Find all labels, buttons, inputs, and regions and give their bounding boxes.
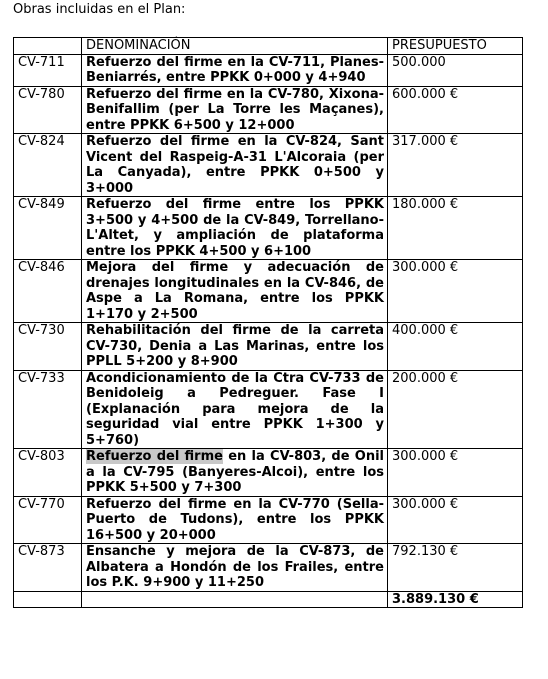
budget-amount: 300.000 € xyxy=(388,260,523,323)
road-code: CV-770 xyxy=(14,496,82,544)
description-text: Refuerzo del firme en la CV-780, Xixona-Benifallim (per La Torre les Maçanes), entre PPKK 6+500 y 12+000 xyxy=(86,86,384,133)
header-code xyxy=(14,38,82,55)
budget-amount: 317.000 € xyxy=(388,134,523,197)
table-row xyxy=(14,323,523,371)
budget-amount: 300.000 € xyxy=(388,496,523,544)
road-code: CV-849 xyxy=(14,197,82,260)
description-text: Mejora del firme y adecuación de drenajes longitudinales en la CV-846, de Aspe a La Romana, entre los PPKK 1+170 y 2+500 xyxy=(86,260,384,322)
empty-cell xyxy=(82,591,388,608)
table-row xyxy=(14,449,523,497)
description-text: Rehabilitación del firme de la carreta CV-730, Denia a Las Marinas, entre los PPLL 5+200 y 8+900 xyxy=(86,323,384,369)
description-text: Refuerzo del firme en la CV-770 (Sella-Puerto de Tudons), entre los PPKK 16+500 y 20+000 xyxy=(86,496,384,543)
table-header-row xyxy=(14,38,523,55)
highlighted-text: Refuerzo del firme xyxy=(86,449,223,464)
budget-amount: 500.000 xyxy=(388,54,523,86)
description-text: Refuerzo del firme en la CV-824, Sant Vicent del Raspeig-A-31 L'Alcoraia (per La Canyada), entre PPKK 0+500 y 3+000 xyxy=(86,134,384,196)
description-text: Refuerzo del firme entre los PPKK 3+500 y 4+500 de la CV-849, Torrellano-L'Altet, y ampliación de plataforma entre los PPKK 4+500 y 6+100 xyxy=(86,197,384,259)
description-text: Acondicionamiento de la Ctra CV-733 de Benidoleig a Pedreguer. Fase I (Explanación para mejora de la seguridad vial entre PPKK 1+300 y 5+760) xyxy=(86,370,384,448)
road-code: CV-824 xyxy=(14,134,82,197)
total-row xyxy=(14,591,523,608)
road-code: CV-803 xyxy=(14,449,82,497)
work-description xyxy=(82,370,388,449)
empty-cell xyxy=(14,591,82,608)
table-row xyxy=(14,496,523,544)
road-code: CV-873 xyxy=(14,544,82,592)
budget-amount: 200.000 € xyxy=(388,370,523,449)
table-row xyxy=(14,86,523,134)
budget-amount: 180.000 € xyxy=(388,197,523,260)
work-description xyxy=(82,134,388,197)
road-code: CV-711 xyxy=(14,54,82,86)
table-row xyxy=(14,260,523,323)
work-description xyxy=(82,449,388,497)
description-text: Refuerzo del firme en la CV-711, Planes-Beniarrés, entre PPKK 0+000 y 4+940 xyxy=(86,54,384,85)
table-row xyxy=(14,54,523,86)
table-row xyxy=(14,197,523,260)
intro-text: Obras incluidas en el Plan: xyxy=(13,2,186,17)
description-text: en la CV-803, de Onil a la CV-795 (Banyeres-Alcoi), entre los PPKK 5+500 y 7+300 xyxy=(86,449,384,495)
header-budget: PRESUPUESTO xyxy=(388,38,523,55)
work-description xyxy=(82,86,388,134)
budget-amount: 600.000 € xyxy=(388,86,523,134)
road-code: CV-780 xyxy=(14,86,82,134)
total-amount: 3.889.130 € xyxy=(388,591,523,608)
work-description xyxy=(82,260,388,323)
budget-amount: 400.000 € xyxy=(388,323,523,371)
header-name: DENOMINACIÓN xyxy=(82,38,388,55)
work-description xyxy=(82,323,388,371)
road-code: CV-846 xyxy=(14,260,82,323)
works-table xyxy=(13,37,523,608)
table-row xyxy=(14,370,523,449)
road-code: CV-733 xyxy=(14,370,82,449)
description-text: Ensanche y mejora de la CV-873, de Albatera a Hondón de los Frailes, entre los P.K. 9+900 y 11+250 xyxy=(86,544,384,590)
work-description xyxy=(82,544,388,592)
work-description xyxy=(82,496,388,544)
work-description xyxy=(82,54,388,86)
work-description xyxy=(82,197,388,260)
table-row xyxy=(14,544,523,592)
road-code: CV-730 xyxy=(14,323,82,371)
budget-amount: 300.000 € xyxy=(388,449,523,497)
table-row xyxy=(14,134,523,197)
budget-amount: 792.130 € xyxy=(388,544,523,592)
